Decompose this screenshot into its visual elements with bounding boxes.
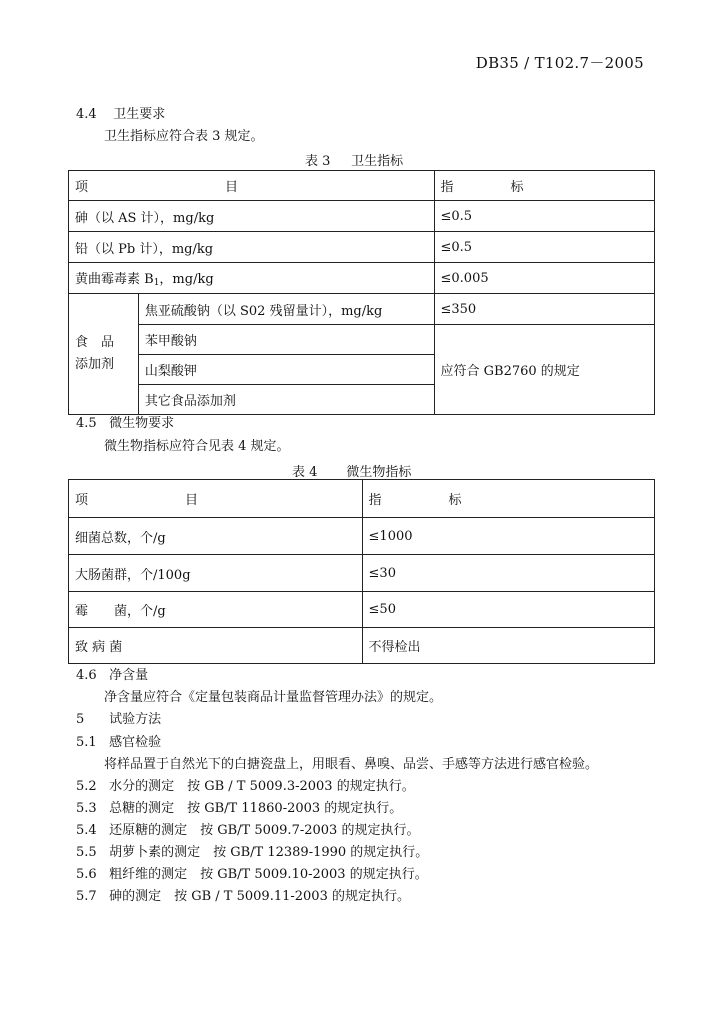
section-title: 试验方法 — [109, 712, 162, 727]
method-item — [76, 888, 410, 906]
section-number: 5.2 — [76, 779, 97, 794]
value-cell: ≤0.5 — [434, 232, 655, 263]
table-caption-number: 表 3 — [305, 154, 331, 169]
method-text: 总糖的测定 按 GB/T 11860-2003 的规定执行。 — [109, 801, 403, 816]
method-text: 粗纤维的测定 按 GB/T 5009.10-2003 的规定执行。 — [109, 867, 428, 882]
section-number: 5.7 — [76, 889, 97, 904]
table-row — [69, 518, 655, 555]
section-4-5-text: 微生物指标应符合见表 4 规定。 — [104, 439, 290, 454]
table-row — [69, 628, 655, 664]
section-number: 5.5 — [76, 845, 97, 860]
table3-caption — [305, 150, 403, 169]
section-5-1-text: 将样品置于自然光下的白搪瓷盘上，用眼看、鼻嗅、品尝、手感等方法进行感官检验。 — [104, 757, 599, 772]
method-item — [76, 822, 419, 840]
section-number: 4.4 — [76, 107, 97, 122]
table-row — [69, 592, 655, 628]
table-caption-number: 表 4 — [292, 465, 318, 480]
microbial-table — [68, 479, 655, 664]
hygiene-table — [68, 170, 655, 415]
section-number: 5 — [76, 712, 85, 727]
item-cell: 其它食品添加剂 — [138, 385, 434, 415]
section-number: 4.5 — [76, 416, 97, 431]
value-cell: ≤0.005 — [434, 263, 655, 294]
method-text: 砷的测定 按 GB / T 5009.11-2003 的规定执行。 — [109, 889, 410, 904]
header-cell-value: 指 标 — [362, 480, 654, 518]
method-text: 还原糖的测定 按 GB/T 5009.7-2003 的规定执行。 — [109, 823, 420, 838]
item-cell: 砷（以 AS 计），mg/kg — [69, 201, 435, 232]
section-4-5-heading — [76, 415, 174, 433]
table-row — [69, 294, 655, 325]
table-row — [69, 555, 655, 592]
header-cell-item: 项 目 — [69, 171, 435, 201]
method-item — [76, 778, 415, 796]
section-4-6-text: 净含量应符合《定量包装商品计量监督管理办法》的规定。 — [104, 690, 443, 705]
table-row — [69, 232, 655, 263]
table-row — [69, 325, 655, 355]
section-number: 4.6 — [76, 668, 97, 683]
table-row — [69, 201, 655, 232]
method-item — [76, 844, 428, 862]
item-cell: 黄曲霉毒素 $B_1$，mg/kg — [69, 263, 435, 294]
item-cell: 山梨酸钾 — [138, 355, 434, 385]
item-cell: 致 病 菌 — [69, 628, 363, 664]
section-number: 5.6 — [76, 867, 97, 882]
method-text: 水分的测定 按 GB / T 5009.3-2003 的规定执行。 — [109, 779, 415, 794]
section-title: 净含量 — [109, 668, 149, 683]
value-cell: ≤0.5 — [434, 201, 655, 232]
header-cell-item: 项 目 — [69, 480, 363, 518]
table-header-row — [69, 171, 655, 201]
table-header-row — [69, 480, 655, 518]
section-4-4-text: 卫生指标应符合表 3 规定。 — [104, 129, 264, 144]
section-5-1-heading — [76, 734, 161, 752]
section-number: 5.1 — [76, 735, 97, 750]
item-cell: 铅（以 Pb 计），mg/kg — [69, 232, 435, 263]
value-cell: 不得检出 — [362, 628, 654, 664]
value-cell: ≤30 — [362, 555, 654, 592]
section-number: 5.4 — [76, 823, 97, 838]
section-4-6-heading — [76, 667, 148, 685]
section-title: 微生物要求 — [109, 416, 175, 431]
item-cell: 霉 菌，个/g — [69, 592, 363, 628]
section-5-heading — [76, 711, 161, 729]
item-cell: 大肠菌群，个/100g — [69, 555, 363, 592]
item-cell: 细菌总数，个/g — [69, 518, 363, 555]
table-caption-title: 微生物指标 — [346, 465, 412, 480]
section-title: 感官检验 — [109, 735, 162, 750]
section-title: 卫生要求 — [113, 107, 166, 122]
value-cell: ≤1000 — [362, 518, 654, 555]
method-text: 胡萝卜素的测定 按 GB/T 12389-1990 的规定执行。 — [109, 845, 429, 860]
item-cell: 苯甲酸钠 — [138, 325, 434, 355]
section-number: 5.3 — [76, 801, 97, 816]
value-cell: 应符合 GB2760 的规定 — [434, 325, 655, 415]
table-caption-title: 卫生指标 — [351, 154, 404, 169]
method-item — [76, 800, 402, 818]
group-label-cell: 食 品 添加剂 — [69, 294, 139, 415]
section-4-4-heading — [76, 106, 165, 124]
method-item — [76, 866, 428, 884]
table4-caption — [292, 461, 411, 480]
table-row — [69, 263, 655, 294]
document-number: DB35 / T102.7－2005 — [475, 54, 644, 72]
header-cell-value: 指 标 — [434, 171, 655, 201]
value-cell: ≤350 — [434, 294, 655, 325]
item-cell: 焦亚硫酸钠（以 S02 残留量计），mg/kg — [138, 294, 434, 325]
value-cell: ≤50 — [362, 592, 654, 628]
